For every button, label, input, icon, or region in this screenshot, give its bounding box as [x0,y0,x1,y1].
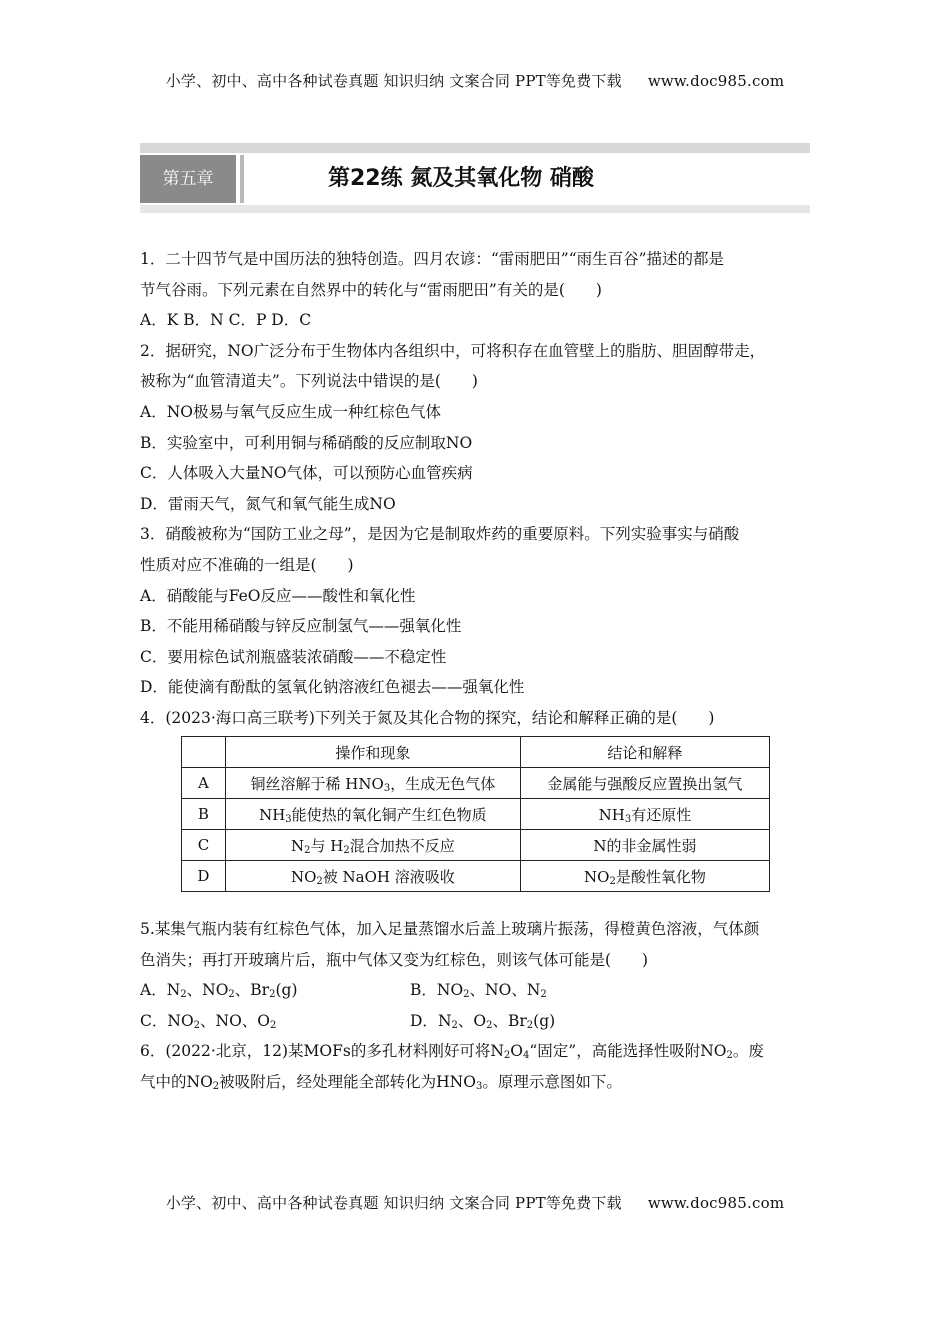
cell-sub: 2 [609,875,616,887]
table-row [182,768,770,799]
footer-url[interactable]: www.doc985.com [647,1194,785,1212]
q5-option-d: D．$N_2$、$O_2$、$Br_2(g)$ [410,1011,556,1031]
banner-top-strip [140,143,810,153]
cell-text: NH [259,805,286,824]
cell-text: NO [584,867,610,886]
row-label: C [182,830,226,861]
cell-text: 混合加热不反应 [349,836,455,855]
q3-option-b: B．不能用稀硝酸与锌反应制氢气——强氧化性 [140,617,462,636]
q6-stem-line2: 气中的$NO_2$被吸附后，经处理能全部转化为$HNO_3$。原理示意图如下。 [140,1072,622,1092]
cell-sub: 3 [285,813,292,825]
q4-stem-prefix: 4．(2023· [140,708,216,727]
q4-source: 海口高三联考 [215,708,309,727]
cell-text: 被 NaOH 溶液吸收 [322,867,455,886]
row-operation [225,768,520,799]
cell-sub: 3 [624,813,632,825]
footer-text: 小学、初中、高中各种试卷真题 知识归纳 文案合同 PPT等免费下载 [165,1194,622,1212]
q3-option-a: A．硝酸能与FeO反应——酸性和氧化性 [140,586,416,605]
cell-text: 有还原性 [631,805,692,824]
q1-stem-line1: 1．二十四节气是中国历法的独特创造。四月农谚：“雷雨肥田”“雨生百谷”描述的都是 [140,250,725,268]
cell-text: NO [290,867,317,886]
cell-text: 能使热的氧化铜产生红色物质 [291,805,487,824]
cell-sub: 3 [383,782,391,794]
row-operation [225,861,520,892]
page-footer [0,1192,950,1213]
row-conclusion [520,861,769,892]
q2-stem-line1: 2．据研究，NO广泛分布于生物体内各组织中，可将积存在血管壁上的脂肪、胆固醇带走， [140,341,766,360]
q5-options-row1 [140,975,820,1006]
page-title: 第22练 氮及其氧化物 硝酸 [328,166,594,191]
row-conclusion [520,768,769,799]
q5-stem-line2: 色消失；再打开玻璃片后，瓶中气体又变为红棕色，则该气体可能是( ) [140,950,649,969]
cell-sub: 2 [316,875,323,887]
q2-option-a: A．NO极易与氧气反应生成一种红棕色气体 [140,402,441,421]
table-header-cell: 操作和现象 [225,737,520,768]
q2-stem-line2: 被称为“血管清道夫”。下列说法中错误的是( ) [140,372,478,391]
q5-options-row2 [140,1006,820,1037]
q4-stem-suffix: )下列关于氮及其化合物的探究，结论和解释正确的是( ) [308,708,715,727]
q3-stem-line2: 性质对应不准确的一组是( ) [140,555,354,574]
banner-bottom-strip [140,205,810,213]
q4-table [181,736,770,892]
q5-stem-line1: 5.某集气瓶内装有红棕色气体，加入足量蒸馏水后盖上玻璃片振荡，得橙黄色溶液，气体颜 [140,920,760,938]
cell-sub: 2 [304,844,311,856]
header-url[interactable]: www.doc985.com [647,72,785,90]
table-row [182,799,770,830]
cell-text: N的非金属性弱 [593,836,697,855]
page-header [0,70,950,91]
cell-text: ，生成无色气体 [390,774,496,793]
chapter-banner [140,143,810,213]
table-header-cell: 结论和解释 [520,737,769,768]
table-row [182,861,770,892]
cell-text: 是酸性氧化物 [615,867,706,886]
q3-stem-line1: 3．硝酸被称为“国防工业之母”，是因为它是制取炸药的重要原料。下列实验事实与硝酸 [140,525,740,544]
table-header-row [182,737,770,768]
cell-text: 金属能与强酸反应置换出氢气 [547,774,743,793]
cell-text: 与 H [310,836,344,855]
row-label: B [182,799,226,830]
row-label: D [182,861,226,892]
q2-option-d: D．雷雨天气，氮气和氧气能生成NO [140,494,396,513]
q3-option-d: D．能使滴有酚酞的氢氧化钠溶液红色褪去——强氧化性 [140,678,525,697]
q4-stem [140,703,820,734]
row-conclusion [520,799,769,830]
q2-option-c: C．人体吸入大量NO气体，可以预防心血管疾病 [140,464,473,483]
q1-stem-line2: 节气谷雨。下列元素在自然界中的转化与“雷雨肥田”有关的是( ) [140,280,602,299]
row-conclusion [520,830,769,861]
banner-divider [240,155,244,203]
chapter-label: 第五章 [140,155,236,203]
question-content [140,244,820,734]
q5-option-a: A．$N_2$、$NO_2$、$Br_2(g)$ [140,981,298,1001]
table-header-cell [182,737,226,768]
row-label: A [182,768,226,799]
header-text: 小学、初中、高中各种试卷真题 知识归纳 文案合同 PPT等免费下载 [165,72,622,90]
q5-option-c: C．$NO_2$、NO、$O_2$ [140,1011,277,1031]
q5-option-b: B．$NO_2$、NO、$N_2$ [410,981,547,1001]
cell-text: 铜丝溶解于稀 HNO [250,774,384,793]
cell-text: NH [598,805,625,824]
row-operation [225,799,520,830]
q3-option-c: C．要用棕色试剂瓶盛装浓硝酸——不稳定性 [140,647,447,666]
row-operation [225,830,520,861]
q2-option-b: B．实验室中，可利用铜与稀硝酸的反应制取NO [140,433,473,452]
q1-options: A．K B．N C．P D．C [140,311,312,330]
table-row [182,830,770,861]
cell-sub: 2 [343,844,350,856]
q6-stem-line1: 6．(2022·北京，12)某MOFs的多孔材料刚好可将$N_2O_4“$固定”，高能选择性吸附$NO_2$。废 [140,1042,764,1062]
cell-text: N [290,836,305,855]
question-content-lower [140,914,820,1098]
